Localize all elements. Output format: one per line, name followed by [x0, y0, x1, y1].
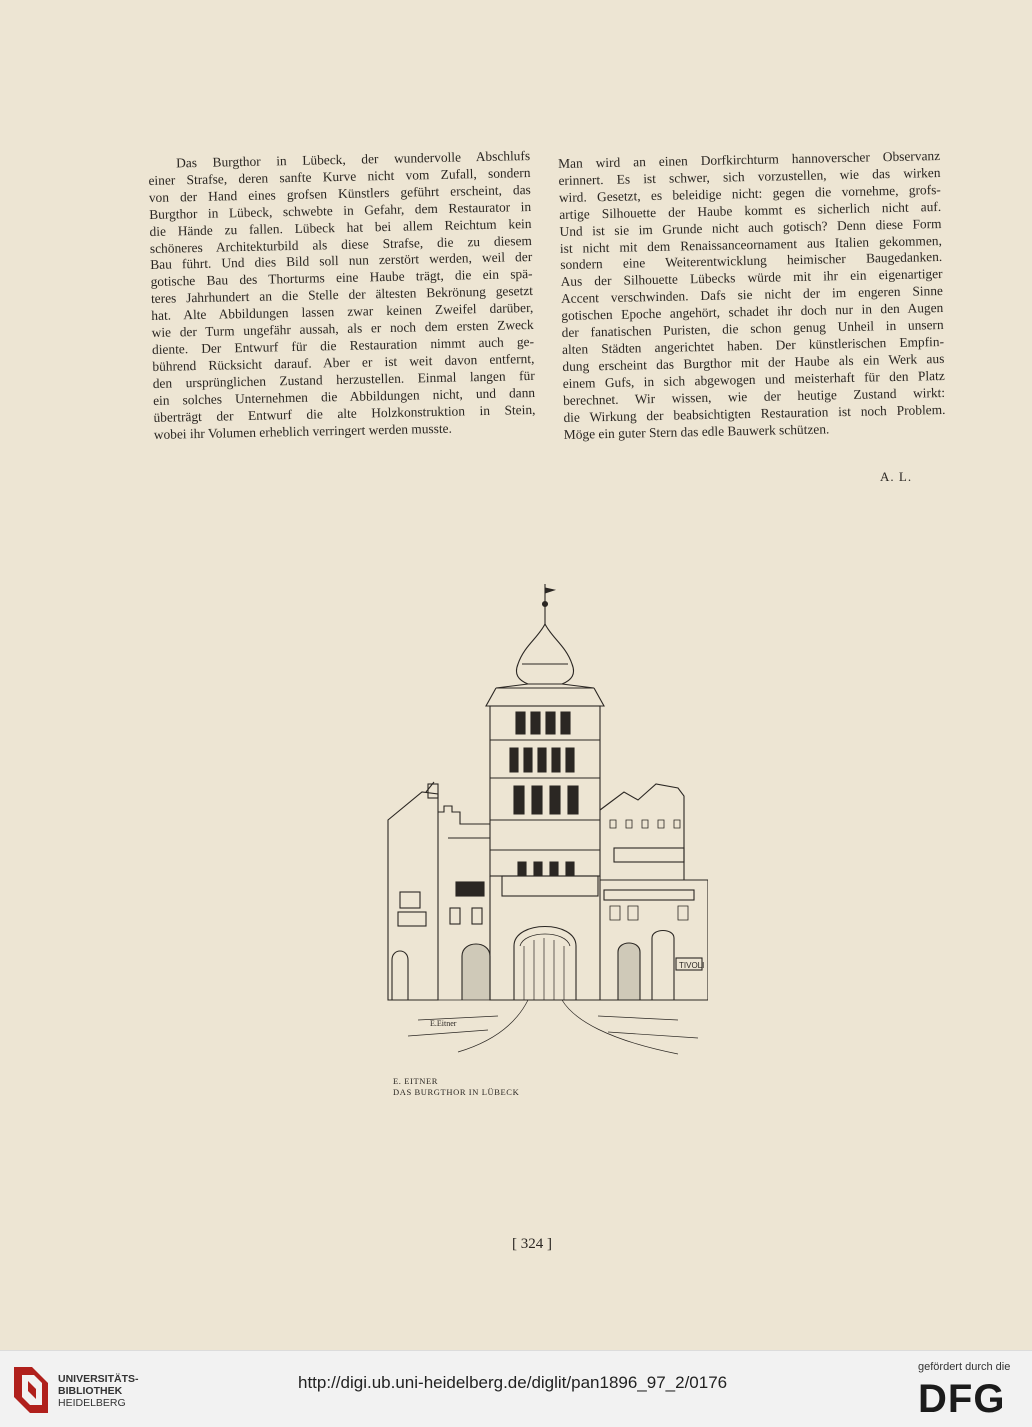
- document-url-link[interactable]: http://digi.ub.uni-heidelberg.de/diglit/pan1896_97_2/0176: [298, 1373, 728, 1392]
- caption-artist: E. EITNER: [393, 1076, 439, 1086]
- right-line: alten Städten angerichtet haben. Der künstlerischen Empfin-: [561, 333, 945, 357]
- right-line: Möge ein guter Stern das edle Bauwerk schützen.: [563, 420, 830, 442]
- right-line: einem Gufs, in sich abgewogen und meisterhaft für den Platz: [562, 367, 945, 391]
- page-number: [ 324 ]: [512, 1236, 552, 1252]
- right-line: sondern eine Weiterentwicklung heimischer Baugedanken.: [560, 249, 943, 273]
- right-line: erinnert. Es ist schwer, sich vorzustellen, wie das wirken: [558, 164, 941, 188]
- right-line: Man wird an einen Dorfkirchturm hannoverscher Observanz: [558, 148, 941, 171]
- left-line: diente. Der Entwurf für die Restauration nimmt auch ge-: [151, 333, 535, 357]
- dfg-logo: DFG: [918, 1377, 1006, 1421]
- funded-by-label: gefördert durch die: [918, 1361, 1011, 1373]
- left-line: wie der Turm ungefähr aussah, als er noch dem ersten Zweck: [151, 317, 534, 341]
- left-line: die Hände zu fallen. Lübeck hat bei allem Reichtum kein: [149, 215, 532, 239]
- article-column-left: [148, 148, 536, 443]
- svg-text:TIVOLI: TIVOLI: [679, 961, 705, 970]
- left-line: Bau führt. Und dies Bild soll nun zerstört werden, weil der: [150, 249, 533, 273]
- left-line: den ursprünglichen Zustand herzustellen. Einmal langen für: [152, 367, 535, 391]
- left-line: von der Hand eines grofsen Künstlers geführt erscheint, das: [148, 181, 531, 205]
- left-line: einer Strafse, deren sanfte Kurve nicht vom Zufall, sondern: [148, 164, 531, 188]
- university-library-name: UNIVERSITÄTS- BIBLIOTHEK HEIDELBERG: [58, 1373, 139, 1409]
- footer-bar: [0, 1350, 1032, 1427]
- article-column-right: [558, 148, 946, 443]
- figure-caption: [393, 1076, 519, 1098]
- left-line: hat. Alte Abbildungen lassen zwar keinen Zweifel darüber,: [151, 300, 534, 324]
- university-library-logo-icon: [12, 1365, 50, 1415]
- right-line: Und ist sie im Grunde nicht auch gotisch? Denn diese Form: [559, 215, 942, 239]
- right-line: ist nicht mit dem Renaissanceornament aus Italien gekommen,: [559, 232, 943, 256]
- right-line: der fanatischen Puristen, die schon genug Unheil in unsern: [561, 317, 944, 341]
- article-signature: A. L.: [880, 469, 913, 484]
- right-line: berechnet. Wir wissen, wie der heutige Zustand wirkt:: [562, 384, 946, 408]
- right-line: die Wirkung der beabsichtigten Restauration ist noch Problem.: [563, 401, 946, 425]
- right-line: gotischen Epoche angehört, schadet ihr doch nur in den Augen: [561, 300, 944, 324]
- left-line: überträgt der Entwurf die alte Holzkonstruktion in Stein,: [153, 401, 536, 425]
- burgthor-illustration: [378, 580, 708, 1060]
- left-line: bührend Rücksicht darauf. Aber er ist weit davon entfernt,: [152, 350, 535, 374]
- left-line: gotische Bau des Thorturms eine Haube trägt, die ein spä-: [150, 266, 533, 290]
- right-line: dung erscheint das Burgthor mit der Haube als ein Werk aus: [562, 350, 945, 374]
- caption-title: DAS BURGTHOR IN LÜBECK: [393, 1087, 520, 1097]
- left-line: teres Jahrhundert an die Stelle der ältesten Bekrönung gesetzt: [150, 283, 534, 307]
- left-line: wobei ihr Volumen erheblich verringert werden musste.: [153, 420, 453, 442]
- right-line: Aus der Silhouette Lübecks würde mit ihr ein eigenartiger: [560, 266, 943, 290]
- left-line: ein solches Unternehmen die Abbildungen nicht, und dann: [152, 384, 536, 408]
- right-line: Accent verschwinden. Dafs sie nicht der im engeren Sinne: [560, 283, 944, 307]
- right-line: artige Silhouette der Haube kommt es sicherlich nicht auf.: [559, 198, 942, 222]
- right-line: wird. Gesetzt, es beleidige nicht: gegen die vornehme, grofs-: [558, 181, 941, 205]
- left-line: Burgthor in Lübeck, schwebte in Gefahr, dem Restaurator in: [149, 198, 532, 222]
- left-line: schöneres Architekturbild als diese Strafse, die zu diesem: [149, 232, 533, 256]
- left-line: Das Burgthor in Lübeck, der wundervolle Abschlufs: [175, 148, 531, 171]
- artist-signature: E.Eitner: [430, 1019, 457, 1028]
